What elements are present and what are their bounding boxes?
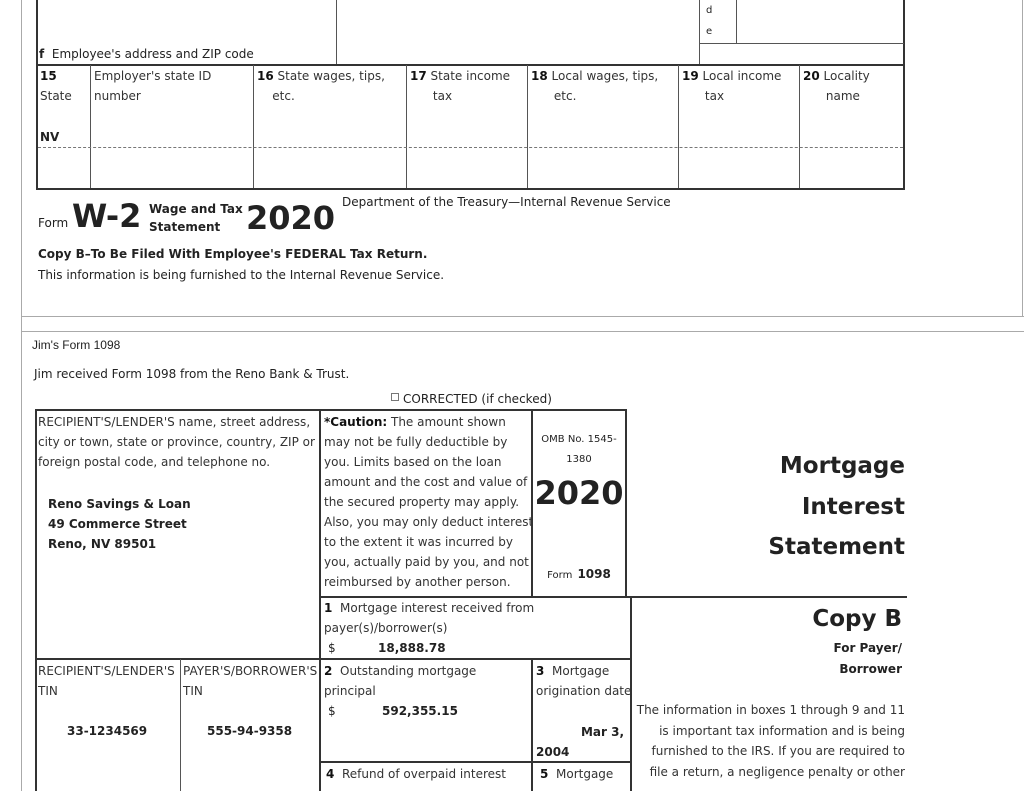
- form-prefix: Form: [38, 216, 69, 230]
- corrected-label: CORRECTED (if checked): [403, 392, 552, 406]
- corrected-checkbox[interactable]: [391, 392, 552, 406]
- divider: [180, 659, 181, 791]
- box-2-label: 2 Outstanding mortgage principal: [324, 664, 477, 698]
- payer-tin-label: PAYER'S/BORROWER'S TIN: [183, 664, 318, 698]
- state-value: NV: [40, 130, 60, 144]
- form-name: W-2: [72, 197, 142, 235]
- box-d-label: d: [706, 5, 713, 16]
- divider: [699, 0, 700, 65]
- recipient-tin-label: RECIPIENT'S/LENDER'S TIN: [38, 664, 175, 698]
- page-left-border: [21, 0, 22, 791]
- box-17-label: 17 State income tax: [410, 69, 511, 103]
- w2-right-border: [903, 0, 905, 190]
- box-16-label: 16 State wages, tips, etc.: [257, 69, 385, 103]
- divider: [319, 761, 632, 763]
- divider: [625, 409, 627, 597]
- box-3-label: 3 Mortgage origination date: [536, 664, 632, 698]
- divider: [531, 658, 533, 791]
- box-1-label: 1 Mortgage interest received from payer(s)/borrower(s): [324, 601, 535, 635]
- copy-b-info: The information in boxes 1 through 9 and 11 is important tax information and is being furnished to the IRS. If you are required to file a return, a negligence penalty or other: [636, 703, 905, 779]
- lender-address: Reno Savings & Loan 49 Commerce Street Reno, NV 89501: [48, 497, 191, 551]
- box-f-label: f Employee's address and ZIP code: [39, 47, 254, 61]
- caution-text: *Caution: The amount shown may not be fully deductible by you. Limits based on the loan amount and the cost and value of the secured property may apply. Also, you may only deduct interest to the extent it was incurred by you, actually paid by you, and not reimbursed by another person.: [324, 415, 534, 589]
- section-title: Jim's Form 1098: [32, 338, 121, 352]
- page-right-border: [1022, 0, 1023, 316]
- box-4-label: 4 Refund of overpaid interest: [326, 767, 506, 781]
- omb-number: OMB No. 1545- 1380: [541, 434, 617, 465]
- divider: [319, 409, 321, 791]
- box-1-dollar: $: [328, 641, 336, 655]
- box-1-value: 18,888.78: [378, 641, 446, 655]
- divider: [736, 0, 737, 43]
- divider: [35, 658, 632, 660]
- box-19-label: 19 Local income tax: [682, 69, 782, 103]
- recipient-label: RECIPIENT'S/LENDER'S name, street address, city or town, state or province, country, ZIP or foreign postal code, and telephone no.: [38, 415, 315, 469]
- box-2-value: 592,355.15: [382, 704, 458, 718]
- divider: [36, 188, 905, 190]
- box-20-label: 20 Locality name: [803, 69, 870, 103]
- box-15-label: 15 State: [40, 69, 72, 103]
- divider: [253, 65, 254, 189]
- box-3-value-year: 2004: [536, 745, 570, 759]
- copy-b-title: Copy B: [812, 606, 902, 632]
- section-header-border: [21, 331, 1024, 332]
- divider: [35, 409, 37, 791]
- recipient-tin-value: 33-1234569: [67, 724, 148, 738]
- divider: [38, 147, 903, 148]
- box-e-label: e: [706, 26, 713, 37]
- copy-b-line: Copy B–To Be Filed With Employee's FEDERAL Tax Return.: [38, 247, 428, 261]
- divider: [90, 65, 91, 189]
- info-line: This information is being furnished to the Internal Revenue Service.: [38, 268, 445, 282]
- section-top-border: [21, 316, 1024, 317]
- department-label: Department of the Treasury—Internal Revenue Service: [342, 195, 671, 209]
- form-subtitle: Wage and Tax Statement: [149, 202, 243, 234]
- divider: [699, 43, 904, 44]
- divider: [799, 65, 800, 189]
- box-5-label: 5 Mortgage: [540, 767, 614, 781]
- box-3-value-month: Mar 3,: [580, 725, 624, 739]
- divider: [406, 65, 407, 189]
- payer-tin-value: 555-94-9358: [207, 724, 293, 738]
- divider: [336, 0, 337, 65]
- divider: [678, 65, 679, 189]
- form-title: Mortgage Interest Statement: [768, 453, 905, 560]
- divider: [527, 65, 528, 189]
- form-year: 2020: [534, 474, 624, 512]
- box-2-dollar: $: [328, 704, 336, 718]
- form-number: Form 1098: [547, 567, 611, 581]
- divider: [35, 409, 627, 411]
- copy-b-for: For Payer/ Borrower: [833, 641, 902, 676]
- w2-left-border: [36, 0, 38, 190]
- section-intro: Jim received Form 1098 from the Reno Bank & Trust.: [34, 367, 350, 381]
- form-year: 2020: [246, 199, 336, 237]
- checkbox-icon[interactable]: [391, 393, 399, 401]
- box-18-label: 18 Local wages, tips, etc.: [531, 69, 659, 103]
- box-15-id-label: Employer's state ID number: [94, 69, 212, 103]
